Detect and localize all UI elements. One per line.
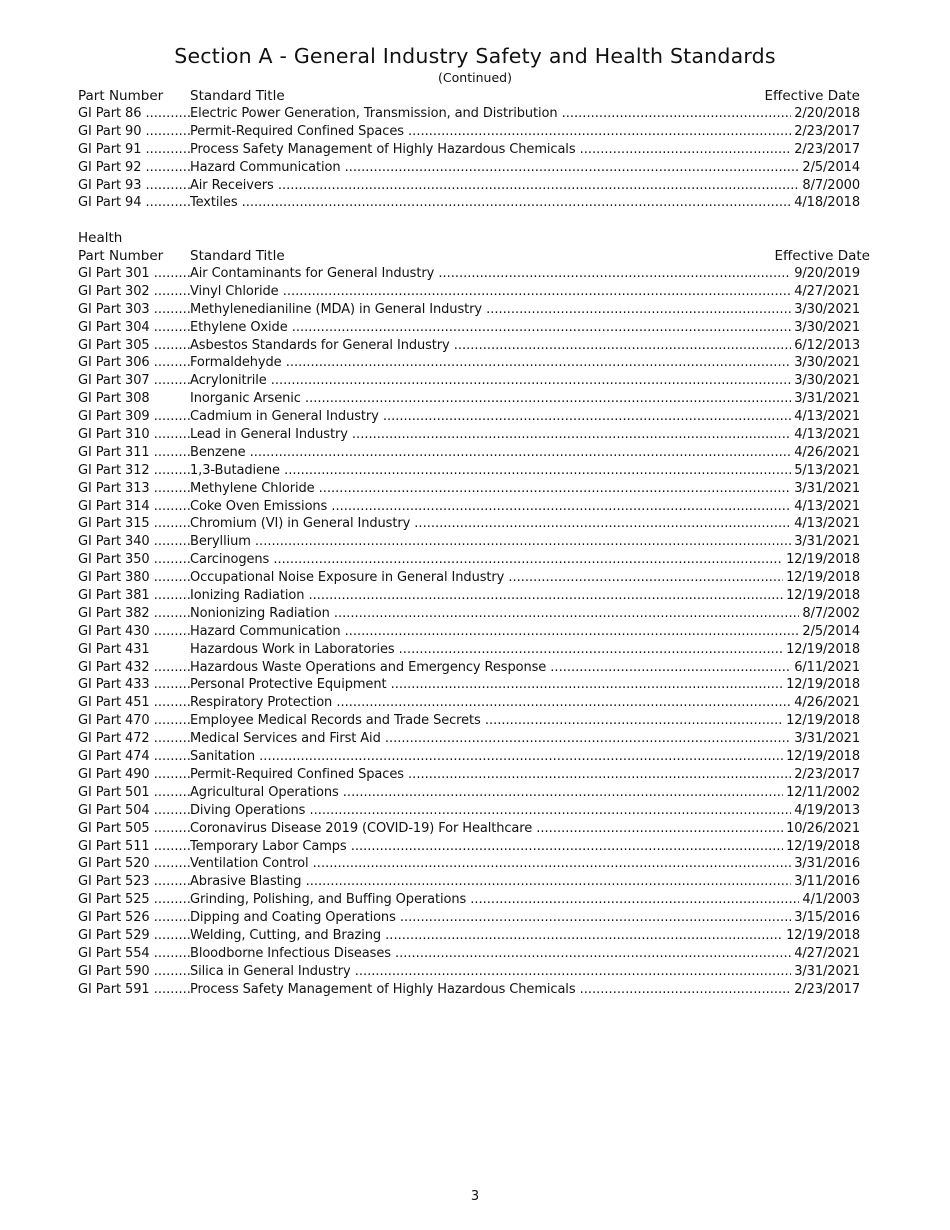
effective-date: 6/12/2013 bbox=[794, 337, 860, 353]
column-header-effective-date: Effective Date bbox=[774, 248, 870, 264]
table-row bbox=[78, 838, 860, 856]
part-number: GI Part 93 ..... bbox=[78, 177, 190, 195]
effective-date: 4/1/2003 bbox=[802, 892, 860, 908]
table-row bbox=[78, 927, 860, 945]
standard-title: Ventilation Control ..... bbox=[190, 855, 791, 873]
standard-title: Welding, Cutting, and Brazing ..... bbox=[190, 927, 783, 945]
standard-title: Process Safety Management of Highly Hazardous Chemicals ..... bbox=[190, 141, 791, 159]
effective-date: 4/19/2013 bbox=[794, 802, 860, 818]
standard-title: Hazardous Work in Laboratories ..... bbox=[190, 641, 783, 659]
standard-title: Hazard Communication ..... bbox=[190, 623, 799, 641]
effective-date: 10/26/2021 bbox=[786, 820, 860, 836]
table-row bbox=[78, 265, 860, 283]
effective-date: 4/13/2021 bbox=[794, 427, 860, 443]
part-number: GI Part 590 ..... bbox=[78, 963, 190, 981]
effective-date: 3/31/2016 bbox=[794, 856, 860, 872]
part-number: GI Part 305 ..... bbox=[78, 337, 190, 355]
standard-title: Electric Power Generation, Transmission, and Distribution ..... bbox=[190, 105, 791, 123]
health-standards-list bbox=[78, 265, 860, 999]
table-row bbox=[78, 748, 860, 766]
standard-title: Abrasive Blasting ..... bbox=[190, 873, 791, 891]
table-row bbox=[78, 141, 860, 159]
part-number: GI Part 472 ..... bbox=[78, 730, 190, 748]
table-row bbox=[78, 963, 860, 981]
standard-title: Acrylonitrile ..... bbox=[190, 372, 791, 390]
column-header-standard-title: Standard Title bbox=[190, 88, 285, 104]
standard-title: Inorganic Arsenic ..... bbox=[190, 390, 791, 408]
effective-date: 12/19/2018 bbox=[786, 713, 860, 729]
table-row bbox=[78, 945, 860, 963]
effective-date: 12/19/2018 bbox=[786, 838, 860, 854]
standard-title: Lead in General Industry ..... bbox=[190, 426, 791, 444]
standard-title: Nonionizing Radiation ..... bbox=[190, 605, 799, 623]
page-subtitle: (Continued) bbox=[438, 70, 512, 85]
part-number: GI Part 315 ..... bbox=[78, 515, 190, 533]
part-number: GI Part 314 ..... bbox=[78, 498, 190, 516]
part-number: GI Part 302 ..... bbox=[78, 283, 190, 301]
standard-title: Respiratory Protection ..... bbox=[190, 694, 791, 712]
effective-date: 12/19/2018 bbox=[786, 927, 860, 943]
safety-standards-list bbox=[78, 105, 860, 212]
standard-title: Hazardous Waste Operations and Emergency Response ..... bbox=[190, 659, 791, 677]
effective-date: 3/31/2021 bbox=[794, 731, 860, 747]
standard-title: Permit-Required Confined Spaces ..... bbox=[190, 766, 791, 784]
effective-date: 4/26/2021 bbox=[794, 444, 860, 460]
standard-title: Methylenedianiline (MDA) in General Industry ..... bbox=[190, 301, 791, 319]
table-row bbox=[78, 784, 860, 802]
table-row bbox=[78, 337, 860, 355]
standard-title: Ethylene Oxide ..... bbox=[190, 319, 791, 337]
safety-standards-section bbox=[78, 87, 860, 212]
table-row bbox=[78, 372, 860, 390]
table-row bbox=[78, 551, 860, 569]
table-row bbox=[78, 659, 860, 677]
part-number: GI Part 90 ..... bbox=[78, 123, 190, 141]
effective-date: 2/23/2017 bbox=[794, 123, 860, 139]
effective-date: 3/11/2016 bbox=[794, 874, 860, 890]
column-header-row bbox=[78, 87, 860, 105]
standard-title: Agricultural Operations ..... bbox=[190, 784, 783, 802]
part-number: GI Part 504 ..... bbox=[78, 802, 190, 820]
effective-date: 8/7/2002 bbox=[802, 605, 860, 621]
effective-date: 3/31/2021 bbox=[794, 391, 860, 407]
table-row bbox=[78, 694, 860, 712]
table-row bbox=[78, 676, 860, 694]
part-number: GI Part 301 ..... bbox=[78, 265, 190, 283]
table-row bbox=[78, 873, 860, 891]
part-number: GI Part 312 ..... bbox=[78, 462, 190, 480]
effective-date: 4/26/2021 bbox=[794, 695, 860, 711]
table-row bbox=[78, 177, 860, 195]
standard-title: Benzene ..... bbox=[190, 444, 791, 462]
effective-date: 5/13/2021 bbox=[794, 462, 860, 478]
standard-title: Sanitation ..... bbox=[190, 748, 783, 766]
part-number: GI Part 554 ..... bbox=[78, 945, 190, 963]
table-row bbox=[78, 802, 860, 820]
column-header-standard-title: Standard Title bbox=[190, 248, 285, 264]
standard-title: Beryllium ..... bbox=[190, 533, 791, 551]
effective-date: 2/23/2017 bbox=[794, 766, 860, 782]
effective-date: 2/23/2017 bbox=[794, 141, 860, 157]
part-number: GI Part 490 ..... bbox=[78, 766, 190, 784]
standard-title: Grinding, Polishing, and Buffing Operations ..... bbox=[190, 891, 799, 909]
effective-date: 3/30/2021 bbox=[794, 319, 860, 335]
standard-title: Process Safety Management of Highly Hazardous Chemicals ..... bbox=[190, 981, 791, 999]
standard-title: Employee Medical Records and Trade Secrets ..... bbox=[190, 712, 783, 730]
part-number: GI Part 306 ..... bbox=[78, 354, 190, 372]
table-row bbox=[78, 909, 860, 927]
standard-title: Occupational Noise Exposure in General Industry ..... bbox=[190, 569, 783, 587]
effective-date: 2/5/2014 bbox=[802, 159, 860, 175]
part-number: GI Part 529 ..... bbox=[78, 927, 190, 945]
effective-date: 3/31/2021 bbox=[794, 480, 860, 496]
standard-title: Chromium (VI) in General Industry ..... bbox=[190, 515, 791, 533]
table-row bbox=[78, 712, 860, 730]
part-number: GI Part 511 ..... bbox=[78, 838, 190, 856]
table-row bbox=[78, 123, 860, 141]
standard-title: Medical Services and First Aid ..... bbox=[190, 730, 791, 748]
effective-date: 9/20/2019 bbox=[794, 266, 860, 281]
table-row bbox=[78, 283, 860, 301]
part-number: GI Part 310 ..... bbox=[78, 426, 190, 444]
effective-date: 12/19/2018 bbox=[786, 570, 860, 586]
effective-date: 6/11/2021 bbox=[794, 659, 860, 675]
standard-title: Silica in General Industry ..... bbox=[190, 963, 791, 981]
standard-title: Bloodborne Infectious Diseases ..... bbox=[190, 945, 791, 963]
column-header-part-number: Part Number bbox=[78, 248, 164, 264]
effective-date: 3/30/2021 bbox=[794, 355, 860, 371]
effective-date: 12/19/2018 bbox=[786, 588, 860, 604]
effective-date: 4/13/2021 bbox=[794, 409, 860, 425]
table-row bbox=[78, 301, 860, 319]
part-number: GI Part 380 ..... bbox=[78, 569, 190, 587]
part-number: GI Part 307 ..... bbox=[78, 372, 190, 390]
table-row bbox=[78, 641, 860, 659]
health-standards-section bbox=[78, 229, 870, 999]
effective-date: 12/19/2018 bbox=[786, 749, 860, 765]
part-number: GI Part 505 ..... bbox=[78, 820, 190, 838]
part-number: GI Part 308 bbox=[78, 391, 150, 407]
part-number: GI Part 470 ..... bbox=[78, 712, 190, 730]
part-number: GI Part 520 ..... bbox=[78, 855, 190, 873]
part-number: GI Part 94 ..... bbox=[78, 194, 190, 212]
part-number: GI Part 382 ..... bbox=[78, 605, 190, 623]
table-row bbox=[78, 194, 860, 212]
effective-date: 3/30/2021 bbox=[794, 301, 860, 317]
part-number: GI Part 591 ..... bbox=[78, 981, 190, 999]
part-number: GI Part 501 ..... bbox=[78, 784, 190, 802]
table-row bbox=[78, 408, 860, 426]
part-number: GI Part 474 ..... bbox=[78, 748, 190, 766]
effective-date: 4/18/2018 bbox=[794, 195, 860, 211]
table-row bbox=[78, 319, 860, 337]
part-number: GI Part 433 ..... bbox=[78, 676, 190, 694]
standard-title: Formaldehyde ..... bbox=[190, 354, 791, 372]
effective-date: 4/13/2021 bbox=[794, 516, 860, 532]
column-header-row bbox=[78, 247, 870, 265]
part-number: GI Part 340 ..... bbox=[78, 533, 190, 551]
effective-date: 8/7/2000 bbox=[802, 177, 860, 193]
table-row bbox=[78, 569, 860, 587]
standard-title: Methylene Chloride ..... bbox=[190, 480, 791, 498]
effective-date: 4/27/2021 bbox=[794, 283, 860, 299]
table-row bbox=[78, 623, 860, 641]
standard-title: Diving Operations ..... bbox=[190, 802, 791, 820]
part-number: GI Part 86 ..... bbox=[78, 105, 190, 123]
table-row bbox=[78, 354, 860, 372]
part-number: GI Part 92 ..... bbox=[78, 159, 190, 177]
table-row bbox=[78, 605, 860, 623]
table-row bbox=[78, 515, 860, 533]
table-row bbox=[78, 462, 860, 480]
standard-title: Hazard Communication ..... bbox=[190, 159, 799, 177]
standard-title: Textiles ..... bbox=[190, 194, 791, 212]
standard-title: Cadmium in General Industry ..... bbox=[190, 408, 791, 426]
page-number: 3 bbox=[470, 1189, 480, 1204]
table-row bbox=[78, 444, 860, 462]
standard-title: Carcinogens ..... bbox=[190, 551, 783, 569]
standard-title: Ionizing Radiation ..... bbox=[190, 587, 783, 605]
table-row bbox=[78, 730, 860, 748]
effective-date: 2/5/2014 bbox=[802, 623, 860, 639]
part-number: GI Part 381 ..... bbox=[78, 587, 190, 605]
effective-date: 4/13/2021 bbox=[794, 498, 860, 514]
part-number: GI Part 91 ..... bbox=[78, 141, 190, 159]
standard-title: Personal Protective Equipment ..... bbox=[190, 676, 783, 694]
column-header-effective-date: Effective Date bbox=[764, 88, 860, 104]
table-row bbox=[78, 105, 860, 123]
effective-date: 12/19/2018 bbox=[786, 641, 860, 657]
effective-date: 3/31/2021 bbox=[794, 534, 860, 550]
table-row bbox=[78, 480, 860, 498]
part-number: GI Part 311 ..... bbox=[78, 444, 190, 462]
part-number: GI Part 525 ..... bbox=[78, 891, 190, 909]
effective-date: 2/23/2017 bbox=[794, 981, 860, 997]
standard-title: Coronavirus Disease 2019 (COVID-19) For Healthcare ..... bbox=[190, 820, 783, 838]
part-number: GI Part 432 ..... bbox=[78, 659, 190, 677]
part-number: GI Part 526 ..... bbox=[78, 909, 190, 927]
effective-date: 3/15/2016 bbox=[794, 910, 860, 926]
table-row bbox=[78, 891, 860, 909]
part-number: GI Part 430 ..... bbox=[78, 623, 190, 641]
section-label-health: Health bbox=[78, 230, 123, 246]
table-row bbox=[78, 533, 860, 551]
table-row bbox=[78, 498, 860, 516]
effective-date: 3/30/2021 bbox=[794, 373, 860, 389]
part-number: GI Part 350 ..... bbox=[78, 551, 190, 569]
effective-date: 12/19/2018 bbox=[786, 677, 860, 693]
standard-title: Asbestos Standards for General Industry ..... bbox=[190, 337, 791, 355]
effective-date: 3/31/2021 bbox=[794, 963, 860, 979]
table-row bbox=[78, 159, 860, 177]
table-row bbox=[78, 855, 860, 873]
standard-title: Air Contaminants for General Industry ..... bbox=[190, 265, 791, 283]
table-row bbox=[78, 426, 860, 444]
effective-date: 2/20/2018 bbox=[794, 106, 860, 121]
standard-title: Temporary Labor Camps ..... bbox=[190, 838, 783, 856]
effective-date: 12/19/2018 bbox=[786, 552, 860, 568]
table-row bbox=[78, 766, 860, 784]
standard-title: Dipping and Coating Operations ..... bbox=[190, 909, 791, 927]
part-number: GI Part 451 ..... bbox=[78, 694, 190, 712]
standard-title: 1,3-Butadiene ..... bbox=[190, 462, 791, 480]
page-title: Section A - General Industry Safety and Health Standards bbox=[174, 44, 776, 68]
part-number: GI Part 309 ..... bbox=[78, 408, 190, 426]
table-row bbox=[78, 587, 860, 605]
table-row bbox=[78, 390, 860, 408]
table-row bbox=[78, 820, 860, 838]
part-number: GI Part 431 bbox=[78, 641, 150, 657]
standard-title: Coke Oven Emissions ..... bbox=[190, 498, 791, 516]
part-number: GI Part 304 ..... bbox=[78, 319, 190, 337]
table-row bbox=[78, 981, 860, 999]
standard-title: Vinyl Chloride ..... bbox=[190, 283, 791, 301]
part-number: GI Part 313 ..... bbox=[78, 480, 190, 498]
standard-title: Air Receivers ..... bbox=[190, 177, 799, 195]
effective-date: 4/27/2021 bbox=[794, 945, 860, 961]
standard-title: Permit-Required Confined Spaces ..... bbox=[190, 123, 791, 141]
part-number: GI Part 303 ..... bbox=[78, 301, 190, 319]
column-header-part-number: Part Number bbox=[78, 88, 164, 104]
effective-date: 12/11/2002 bbox=[786, 784, 860, 800]
part-number: GI Part 523 ..... bbox=[78, 873, 190, 891]
